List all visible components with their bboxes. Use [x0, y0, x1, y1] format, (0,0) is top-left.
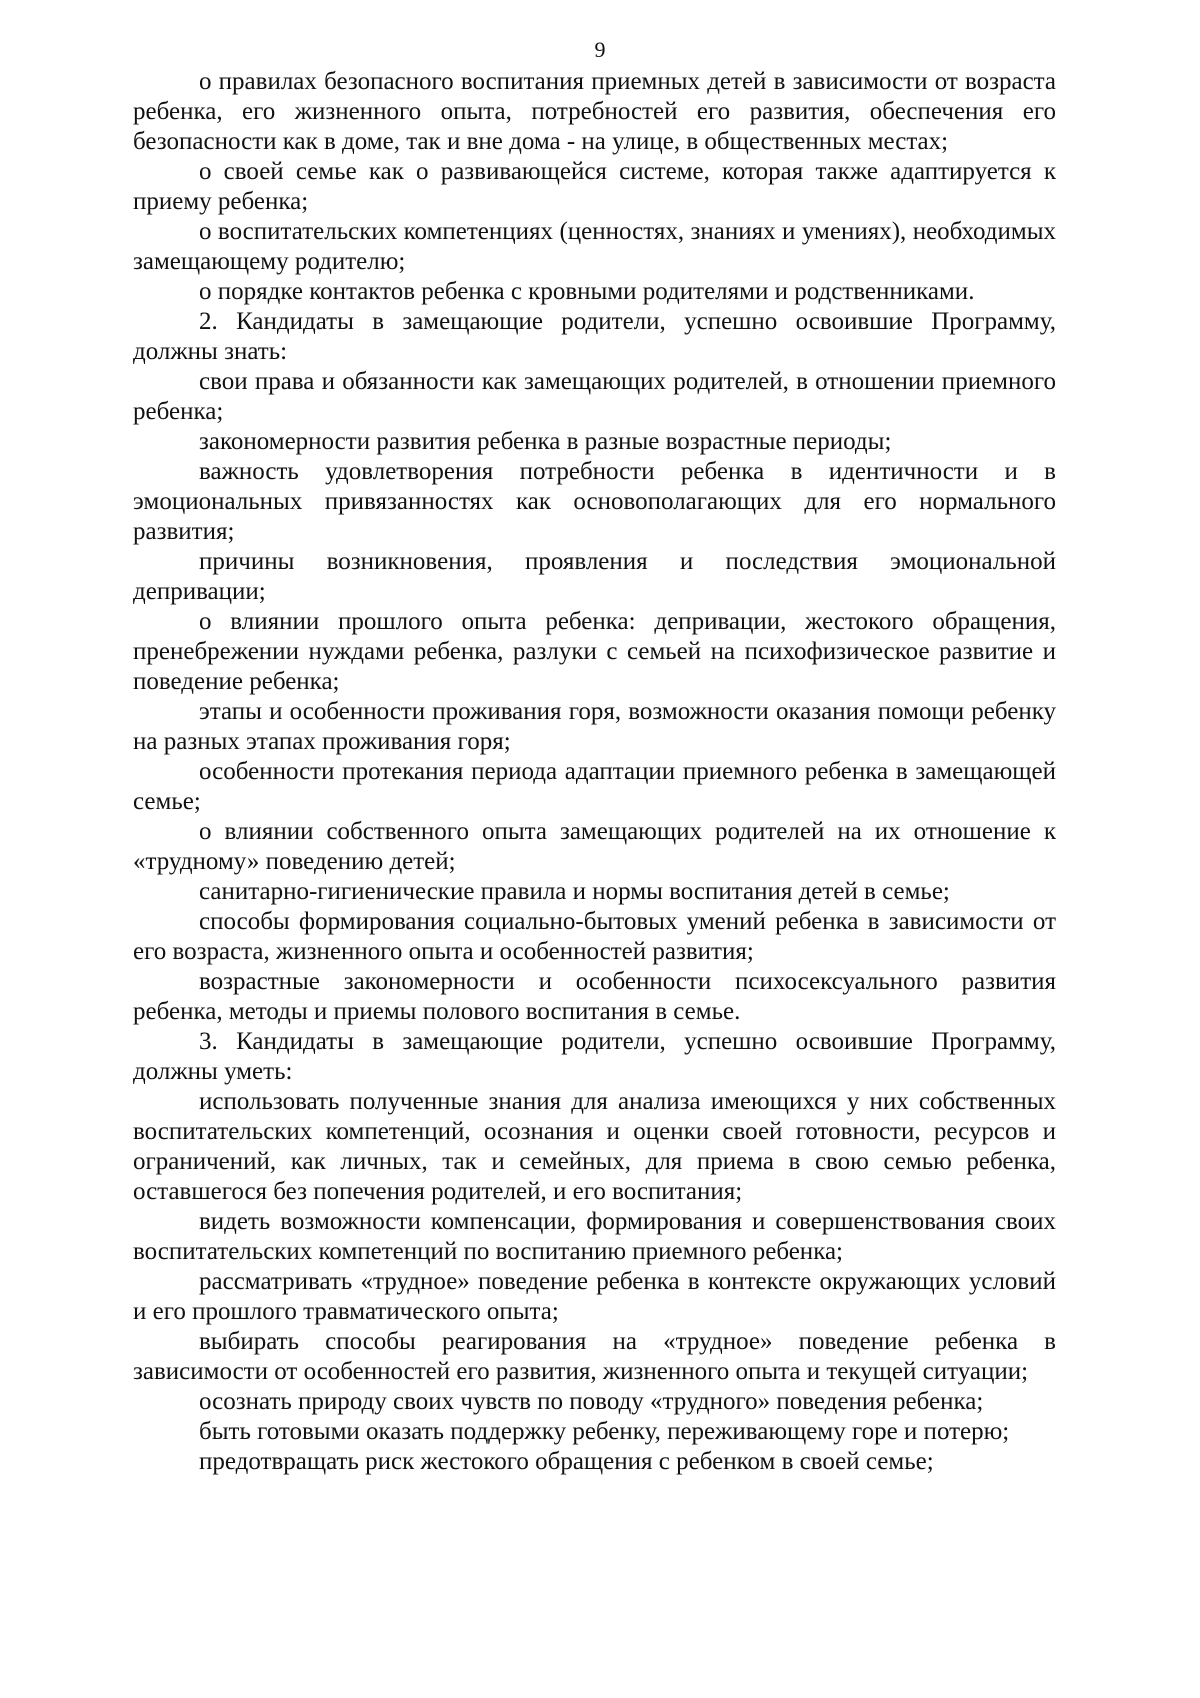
paragraph: выбирать способы реагирования на «трудное» поведение ребенка в зависимости от особенностей его развития, жизненного опыта и текущей ситуации;	[133, 1328, 1056, 1385]
paragraph: осознать природу своих чувств по поводу «трудного» поведения ребенка;	[199, 1388, 984, 1415]
paragraph: возрастные закономерности и особенности психосексуального развития ребенка, методы и приемы полового воспитания в семье.	[133, 968, 1056, 1025]
page-number: 9	[594, 37, 606, 62]
paragraph: санитарно-гигиенические правила и нормы воспитания детей в семье;	[199, 878, 950, 905]
paragraph: о влиянии прошлого опыта ребенка: депривации, жестокого обращения, пренебрежении нуждами ребенка, разлуки с семьей на психофизическое развитие и поведение ребенка;	[133, 608, 1056, 695]
paragraph: о своей семье как о развивающейся системе, которая также адаптируется к приему ребенка;	[133, 158, 1056, 215]
paragraph: использовать полученные знания для анализа имеющихся у них собственных воспитательских компетенций, осознания и оценки своей готовности, ресурсов и ограничений, как личных, так и семейных, для приема в свою семью ребенка, оставшегося без попечения родителей, и его воспитания;	[133, 1088, 1056, 1205]
paragraph: о влиянии собственного опыта замещающих родителей на их отношение к «трудному» поведению детей;	[133, 818, 1056, 875]
paragraph: причины возникновения, проявления и последствия эмоциональной депривации;	[133, 548, 1056, 605]
paragraph: особенности протекания периода адаптации приемного ребенка в замещающей семье;	[133, 758, 1056, 815]
paragraph: о воспитательских компетенциях (ценностях, знаниях и умениях), необходимых замещающему родителю;	[133, 218, 1056, 275]
paragraph: видеть возможности компенсации, формирования и совершенствования своих воспитательских компетенций по воспитанию приемного ребенка;	[133, 1208, 1056, 1265]
paragraph: о порядке контактов ребенка с кровными родителями и родственниками.	[199, 278, 975, 305]
paragraph: важность удовлетворения потребности ребенка в идентичности и в эмоциональных привязанностях как основополагающих для его нормального развития;	[133, 458, 1056, 545]
paragraph: быть готовыми оказать поддержку ребенку, переживающему горе и потерю;	[199, 1418, 1010, 1445]
paragraph: закономерности развития ребенка в разные возрастные периоды;	[199, 428, 892, 455]
document-body	[133, 67, 1056, 1477]
paragraph: предотвращать риск жестокого обращения с ребенком в своей семье;	[199, 1448, 934, 1475]
paragraph: способы формирования социально-бытовых умений ребенка в зависимости от его возраста, жизненного опыта и особенностей развития;	[133, 908, 1056, 965]
paragraph: этапы и особенности проживания горя, возможности оказания помощи ребенку на разных этапах проживания горя;	[133, 698, 1056, 755]
paragraph: рассматривать «трудное» поведение ребенка в контексте окружающих условий и его прошлого травматического опыта;	[133, 1268, 1056, 1325]
paragraph: о правилах безопасного воспитания приемных детей в зависимости от возраста ребенка, его жизненного опыта, потребностей его развития, обеспечения его безопасности как в доме, так и вне дома - на улице, в общественных местах;	[133, 68, 1056, 155]
paragraph: свои права и обязанности как замещающих родителей, в отношении приемного ребенка;	[133, 368, 1056, 425]
section-2-heading: 2. Кандидаты в замещающие родители, успешно освоившие Программу, должны знать:	[133, 308, 1056, 365]
section-3-heading: 3. Кандидаты в замещающие родители, успешно освоившие Программу, должны уметь:	[133, 1028, 1056, 1085]
